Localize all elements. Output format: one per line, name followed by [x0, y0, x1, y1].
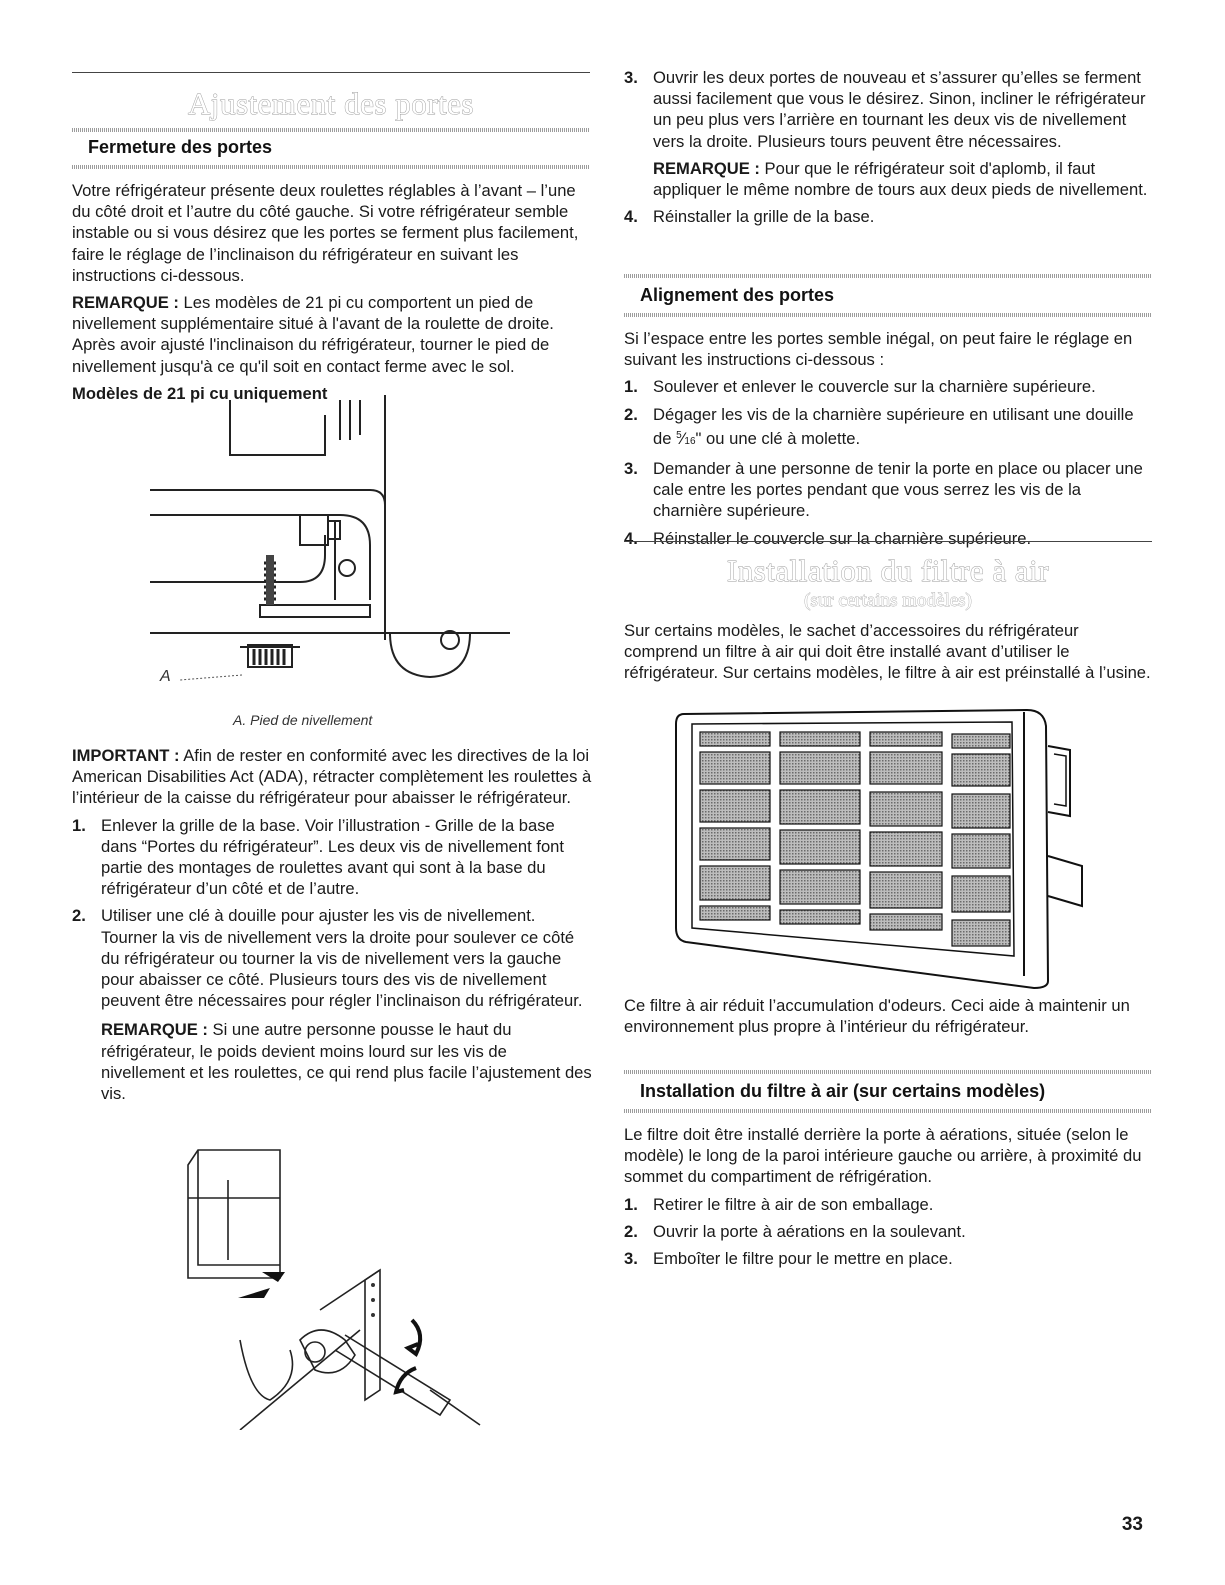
install-steps — [624, 1194, 1152, 1270]
list-item: 4. Réinstaller la grille de la base. — [624, 207, 875, 227]
list-item: 2. Ouvrir la porte à aérations en la soulevant. — [624, 1221, 966, 1241]
subhead-installation: Installation du filtre à air (sur certains modèles) — [640, 1081, 1046, 1101]
remarque3-paragraph: REMARQUE : Pour que le réfrigérateur soit d'aplomb, il faut appliquer le même nombre de tours aux deux pieds de nivellement. — [653, 158, 1148, 200]
list-item: 2. Utiliser une clé à douille pour ajuster les vis de nivellement. Tourner la vis de nivellement vers la droite pour soulever ce côté du réfrigérateur ou tourner la vis de nivellement vers la gauche pour abaisser ce côté. Plusieurs tours des vis de nivellement peuvent être nécessaires pour régler l’inclinaison du réfrigérateur. — [72, 906, 583, 1011]
align-intro: Si l’espace entre les portes semble inégal, on peut faire le réglage en suivant les instructions ci-dessous : — [624, 329, 1133, 370]
section-rule-right — [624, 541, 1152, 542]
list-item: 1. Soulever et enlever le couvercle sur la charnière supérieure. — [624, 377, 1096, 397]
wrench-adjust-illustration — [180, 1140, 500, 1430]
list-item: 1. Enlever la grille de la base. Voir l’illustration - Grille de la base dans “Portes du réfrigérateur”. Les deux vis de nivellement font partie des montages de roulettes avant qui sont à la base du réfrigérateur d’un côté et de l’autre. — [72, 815, 565, 899]
dotted-rule — [624, 274, 1152, 278]
dotted-rule — [72, 128, 590, 132]
list-item: 2. Dégager les vis de la charnière supérieure en utilisant une douille de $^5$⁄16" ou une clé à molette. — [624, 404, 1134, 448]
remarque-paragraph — [72, 292, 592, 377]
install-intro: Le filtre doit être installé derrière la porte à aérations, située (selon le modèle) le long de la paroi intérieure gauche ou arrière, à proximité du sommet du compartiment de réfrigération. — [624, 1125, 1142, 1187]
subhead-alignement: Alignement des portes — [640, 285, 835, 305]
section-title-ajustement: Ajustement des portes — [187, 86, 474, 121]
dotted-rule — [624, 1109, 1152, 1113]
air-filter-illustration — [672, 706, 1084, 992]
leveling-steps — [72, 815, 592, 1012]
filter-intro: Sur certains modèles, le sachet d’accessoires du réfrigérateur comprend un filtre à air qui doit être installé avant d’utiliser le réfrigérateur. Sur certains modèles, le filtre à air est préinstallé à l’usine. — [624, 621, 1151, 683]
page-number: 33 — [1121, 1514, 1143, 1535]
filter-description: Ce filtre à air réduit l’accumulation d'odeurs. Ceci aide à maintenir un environnement plus propre à l’intérieur du réfrigérateur. — [624, 996, 1130, 1037]
remarque-text: Les modèles de 21 pi cu comportent un pied de nivellement supplémentaire situé à l'avant de la roulette de droite. Après avoir ajusté l'inclinaison du réfrigérateur, tourner le pied de nivellement jusqu'à ce qu'il soit en contact ferme avec le sol. — [72, 293, 554, 376]
list-item: 3. Ouvrir les deux portes de nouveau et s’assurer qu’elles se ferment aussi facilement que vous le désirez. Sinon, incliner le réfrigérateur un peu plus vers l’arrière en tournant les deux vis de nivellement vers la droite. Plusieurs tours peuvent être nécessaires. — [624, 68, 1146, 151]
section-subtitle-filtre: (sur certains modèles) — [804, 590, 972, 611]
list-item: 4. Réinstaller le couvercle sur la charnière supérieure. — [624, 528, 1032, 548]
top-rule-left — [72, 72, 590, 73]
important-text: Afin de rester en conformité avec les directives de la loi American Disabilities Act (ADA), rétracter complètement les roulettes à l’intérieur de la caisse du réfrigérateur pour abaisser le réfrigérateur. — [72, 746, 592, 808]
dotted-rule — [624, 313, 1152, 317]
important-label: IMPORTANT : — [72, 746, 180, 765]
important-paragraph — [72, 745, 592, 809]
intro-paragraph: Votre réfrigérateur présente deux roulettes réglables à l’avant – l’une du côté droit et l’autre du côté gauche. Si votre réfrigérateur semble instable ou si vous désirez que les portes se ferment plus facilement, faire le réglage de l’inclinaison du réfrigérateur en suivant les instructions ci-dessous. — [72, 181, 579, 285]
list-item: 3. Demander à une personne de tenir la porte en place ou placer une cale entre les portes pendant que vous serrez les vis de la charnière supérieure. — [624, 459, 1143, 521]
figure-letter-a: A — [160, 668, 171, 685]
list-item: 1. Retirer le filtre à air de son emballage. — [624, 1194, 934, 1214]
models-label: Modèles de 21 pi cu uniquement — [72, 383, 328, 403]
section-title-filtre: Installation du filtre à air — [726, 553, 1050, 588]
leveling-foot-illustration — [140, 395, 520, 695]
remarque2-paragraph: REMARQUE : Si une autre personne pousse le haut du réfrigérateur, le poids devient moins lourd sur les vis de nivellement et les roulettes, ce qui rend plus facile l’ajustement des vis. — [101, 1020, 592, 1104]
dotted-rule — [72, 165, 590, 169]
figure-caption: A. Pied de nivellement — [233, 712, 373, 728]
subhead-fermeture: Fermeture des portes — [88, 137, 273, 157]
door-steps-cont — [624, 67, 1152, 152]
list-item: 3. Emboîter le filtre pour le mettre en place. — [624, 1249, 953, 1269]
alignment-steps — [624, 376, 1152, 548]
dotted-rule — [624, 1070, 1152, 1074]
door-steps-end — [624, 206, 1152, 227]
remarque-label: REMARQUE : — [72, 293, 179, 313]
